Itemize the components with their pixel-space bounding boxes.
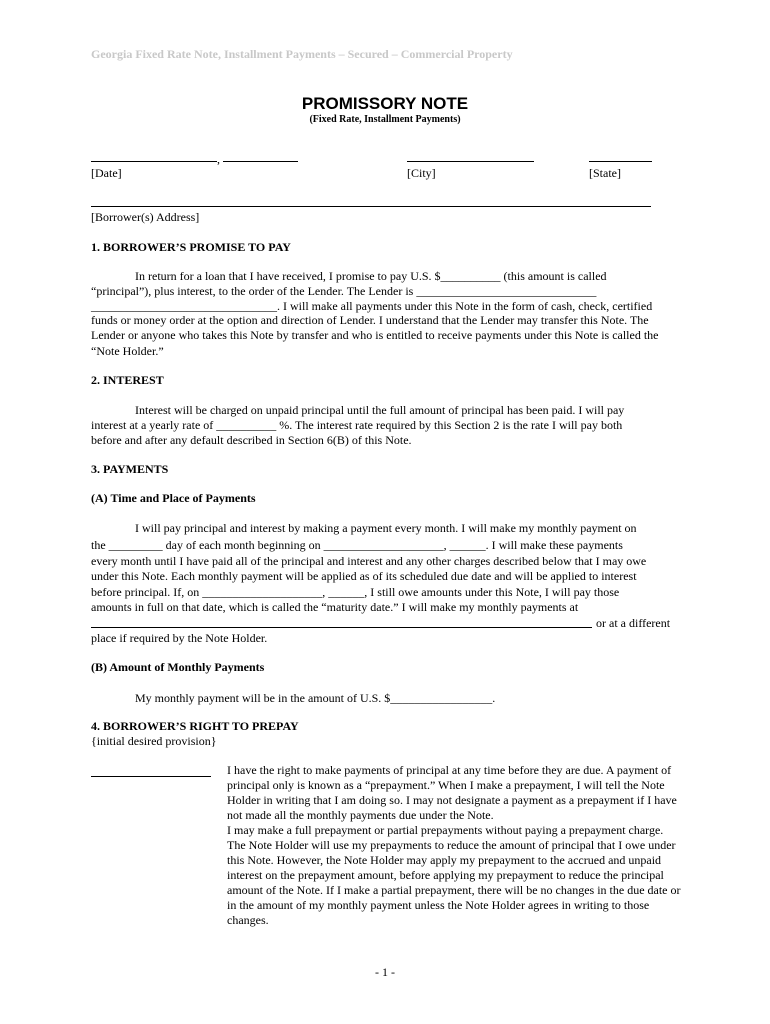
city-label: [City] <box>407 166 436 180</box>
section-2-heading: 2. INTEREST <box>91 373 164 387</box>
year-blank[interactable] <box>223 161 298 162</box>
date-comma: , <box>217 152 220 166</box>
section-3a-line-4: under this Note. Each monthly payment will be applied as of its scheduled due date and will be applied to interest <box>91 569 637 583</box>
section-3a-line-5: before principal. If, on ____________________, ______, I still owe amounts under this Note, I will pay those <box>91 585 620 599</box>
section-3b-line: My monthly payment will be in the amount of U.S. $_________________. <box>135 691 496 705</box>
section-1-heading: 1. BORROWER’S PROMISE TO PAY <box>91 240 291 254</box>
borrower-address-blank[interactable] <box>91 206 651 207</box>
section-3a-line-2: the _________ day of each month beginning on ____________________, ______. I will make these payments <box>91 538 623 552</box>
borrower-address-label: [Borrower(s) Address] <box>91 210 200 224</box>
section-3a-heading: (A) Time and Place of Payments <box>91 491 256 505</box>
city-blank[interactable] <box>407 161 534 162</box>
prepay-initial-blank[interactable] <box>91 776 211 777</box>
section-1-line-1: In return for a loan that I have received, I promise to pay U.S. $__________ (this amount is called <box>135 269 607 283</box>
section-2-line-1: Interest will be charged on unpaid principal until the full amount of principal has been paid. I will pay <box>135 403 625 417</box>
date-label: [Date] <box>91 166 122 180</box>
document-header: Georgia Fixed Rate Note, Installment Payments – Secured – Commercial Property <box>91 47 513 61</box>
section-1-line-3: _______________________________. I will make all payments under this Note in the form of cash, check, certified <box>91 299 653 313</box>
prepay-provision <box>227 763 682 928</box>
payment-place-blank[interactable] <box>91 627 592 628</box>
document-title: PROMISSORY NOTE <box>301 94 469 113</box>
state-label: [State] <box>589 166 621 180</box>
section-1-body: funds or money order at the option and direction of Lender. I understand that the Lender may transfer this Note. The Lender or anyone who takes this Note by transfer and who is entitled to receive payments under this Note is called the “Note Holder.” <box>91 313 659 358</box>
date-blank[interactable] <box>91 161 217 162</box>
section-4-heading: 4. BORROWER’S RIGHT TO PREPAY <box>91 719 299 733</box>
section-3a-line-3: every month until I have paid all of the principal and interest and any other charges described below that I may owe <box>91 554 647 568</box>
section-3b-heading: (B) Amount of Monthly Payments <box>91 660 265 674</box>
prepay-paragraph-1: I have the right to make payments of principal at any time before they are due. A payment of principal only is known as a “prepayment.” When I make a prepayment, I will tell the Note Holder in writing that I am doing so. I may not designate a payment as a prepayment if I have not made all the monthly payments due under the Note. <box>227 763 677 822</box>
section-3a-line-6: amounts in full on that date, which is called the “maturity date.” I will make my monthly payments at <box>91 600 579 614</box>
page-number: - 1 - <box>375 965 395 979</box>
prepay-paragraph-2: I may make a full prepayment or partial prepayments without paying a prepayment charge. The Note Holder will use my prepayments to reduce the amount of principal that I owe under this Note. However, the Note Holder may apply my prepayment to the accrued and unpaid interest on the prepayment amount, before applying my prepayment to reduce the principal amount of the Note. If I make a partial prepayment, there will be no changes in the due date or in the amount of my monthly payment unless the Note Holder agrees in writing to those changes. <box>227 823 681 927</box>
section-1-line-2: “principal”), plus interest, to the order of the Lender. The Lender is ______________________________ <box>91 284 597 298</box>
section-3a-line-1: I will pay principal and interest by making a payment every month. I will make my monthly payment on <box>135 521 637 535</box>
section-3-heading: 3. PAYMENTS <box>91 462 169 476</box>
state-blank[interactable] <box>589 161 652 162</box>
document-subtitle: (Fixed Rate, Installment Payments) <box>309 114 461 125</box>
section-3a-line-7-tail: or at a different <box>596 616 671 630</box>
section-4-note: {initial desired provision} <box>91 734 217 748</box>
section-2-line-3: before and after any default described in Section 6(B) of this Note. <box>91 433 412 447</box>
section-2-line-2: interest at a yearly rate of __________ %. The interest rate required by this Section 2 is the rate I will pay both <box>91 418 623 432</box>
section-3a-line-8: place if required by the Note Holder. <box>91 631 268 645</box>
